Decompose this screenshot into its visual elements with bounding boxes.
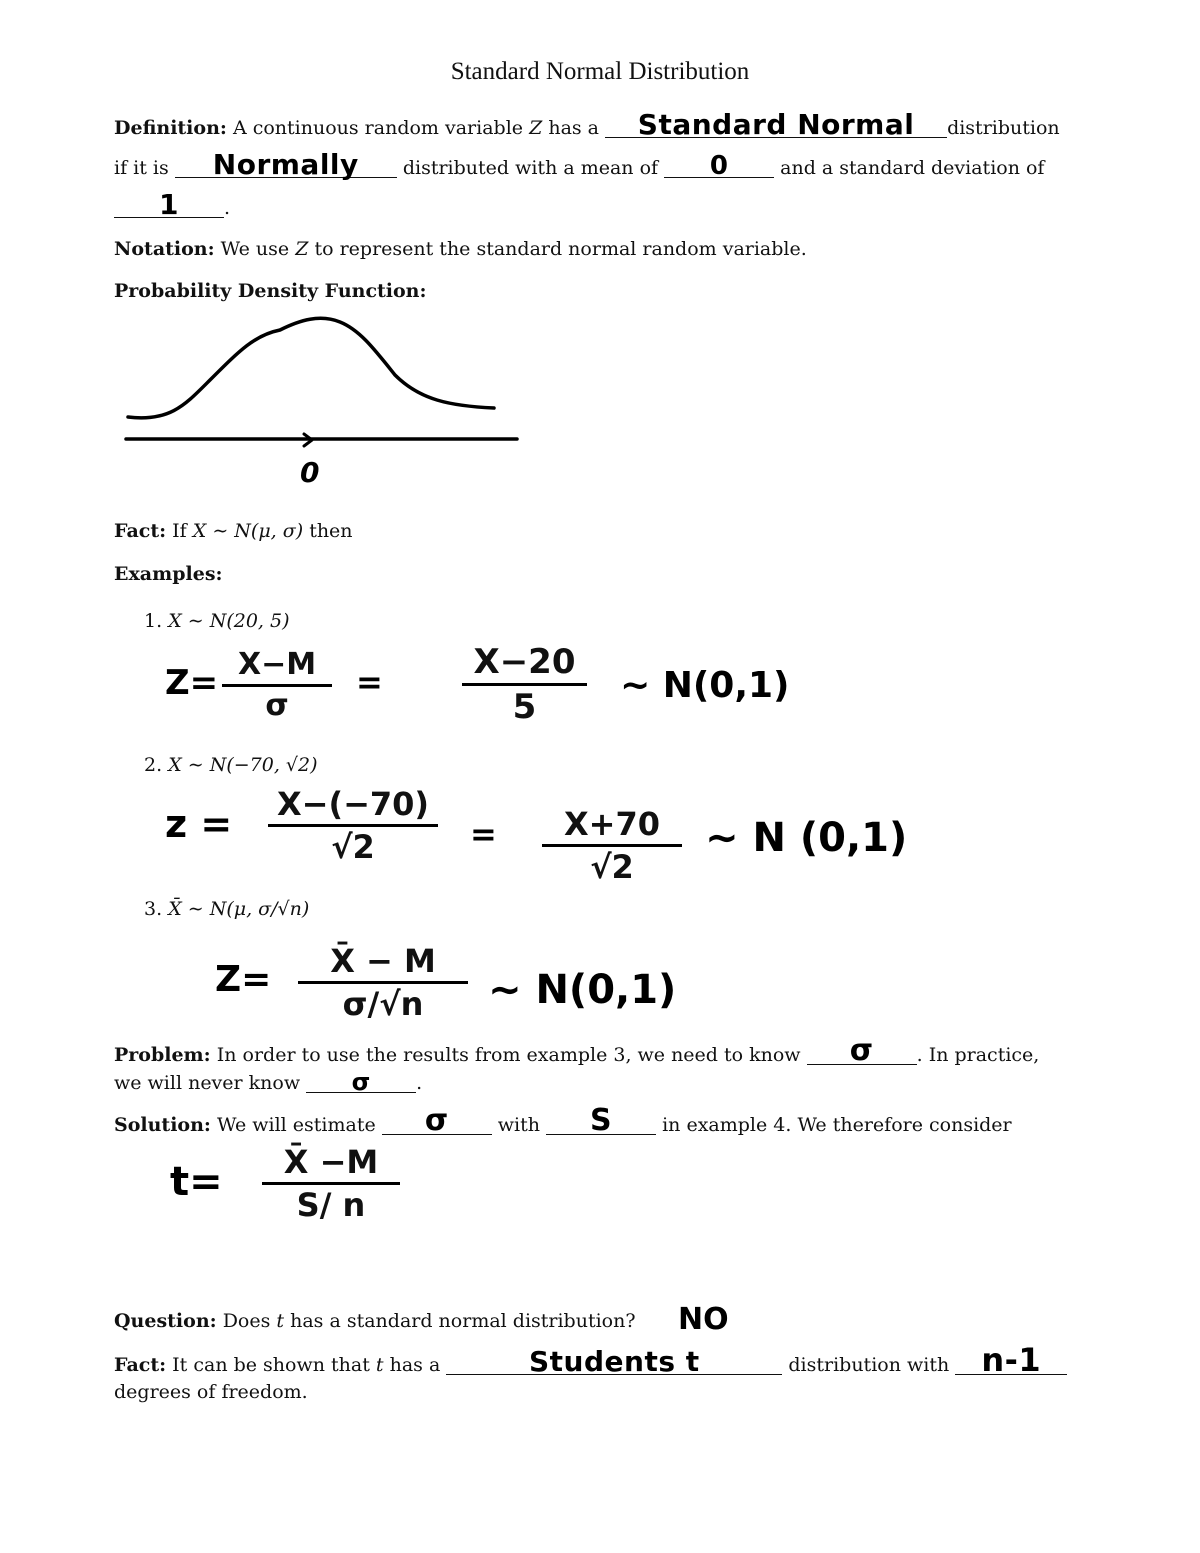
question-line [114,1312,636,1331]
fact-text-1: If [172,520,187,542]
fraction-bar [268,824,438,827]
example-1-fraction-2 [462,642,587,727]
problem-label: Problem: [114,1044,211,1066]
problem-text-2: . In practice, [916,1044,1040,1066]
example-3-numerator: X̄ − M [330,942,436,980]
example-3-expression: X̄ ∼ N(μ, σ/√n) [168,898,310,920]
solution-work-lhs: t= [170,1159,223,1205]
axis-zero-label: 0 [300,456,320,489]
handwritten-answer-sigma-2: σ [351,1068,371,1096]
definition-text-2: has a [548,117,600,139]
example-3-line [144,900,309,919]
example-1-fraction-1 [222,647,332,723]
handwritten-answer-normally: Normally [212,148,359,181]
fact-2-text-1: It can be shown that [172,1354,370,1376]
notation-variable: Z [295,238,309,260]
example-1-denominator-2: 5 [512,687,537,727]
solution-label: Solution: [114,1114,211,1136]
example-3-denominator: σ/√n [342,985,424,1023]
fraction-bar [462,683,587,686]
example-2-denominator-1: √2 [331,828,375,866]
definition-text-6: and a standard deviation of [780,157,1045,179]
fact-2-text-4: degrees of freedom. [114,1381,308,1403]
example-3-work-lhs: Z= [215,959,272,1000]
example-2-fraction-2 [542,805,682,886]
solution-text-1: We will estimate [216,1114,376,1136]
notation-label: Notation: [114,238,215,260]
solution-line [114,1103,1012,1138]
problem-line-2 [114,1068,423,1096]
question-variable: t [276,1310,285,1332]
fact-label: Fact: [114,520,167,542]
problem-line-1 [114,1033,1040,1068]
fraction-bar [298,981,468,984]
handwritten-answer-no: NO [678,1302,729,1337]
problem-text-4: . [416,1072,423,1094]
blank-estimate-sigma [382,1103,492,1138]
definition-label: Definition: [114,117,227,139]
example-2-number: 2. [144,754,163,776]
page-title: Standard Normal Distribution [450,58,750,85]
pdf-label: Probability Density Function: [114,280,427,302]
question-text-2: has a standard normal distribution? [290,1310,636,1332]
fact-expression: X ∼ N(μ, σ) [192,520,304,542]
examples-label: Examples: [114,563,223,585]
example-1-denominator-1: σ [265,688,289,723]
problem-text-1: In order to use the results from example 3, we need to know [216,1044,801,1066]
example-1-numerator-2: X−20 [473,642,576,682]
question-text-1: Does [222,1310,271,1332]
definition-text-3: distribution [947,117,1060,139]
example-3-fraction [298,942,468,1023]
example-1-number: 1. [144,610,163,632]
fraction-bar [222,684,332,687]
solution-fraction [262,1143,400,1224]
fact-2-text-3: distribution with [788,1354,950,1376]
handwritten-answer-students-t: Students t [529,1345,700,1378]
solution-numerator: X̄ −M [283,1143,379,1181]
solution-denominator: S/ n [296,1186,366,1224]
handwritten-answer-standard-normal: Standard Normal [637,108,915,141]
notation-text-2: to represent the standard normal random variable. [314,238,807,260]
example-1-numerator-1: X−M [237,647,317,682]
fact-2-label: Fact: [114,1354,167,1376]
fraction-bar [262,1182,400,1185]
notation-text-1: We use [220,238,290,260]
fact-line-2 [114,1341,1067,1379]
example-3-number: 3. [144,898,163,920]
example-2-line [144,756,318,775]
solution-text-3: in example 4. We therefore consider [662,1114,1012,1136]
example-1-line [144,612,290,631]
definition-text-5: distributed with a mean of [402,157,659,179]
blank-sigma-1 [807,1033,917,1068]
definition-text-1: A continuous random variable [232,117,524,139]
example-2-numerator-2: X+70 [563,805,660,843]
fact-2-variable: t [375,1354,384,1376]
example-2-equals: = [470,815,497,853]
example-2-fraction-1 [268,785,438,866]
example-1-result: ∼ N(0,1) [620,665,790,706]
example-2-result: ∼ N (0,1) [705,815,908,861]
definition-text-7: . [224,197,231,219]
problem-text-3: we will never know [114,1072,301,1094]
handwritten-answer-sd: 1 [159,188,179,221]
fact-line-3 [114,1383,308,1402]
blank-estimate-s [546,1103,656,1138]
handwritten-answer-n-minus-1: n-1 [981,1341,1042,1379]
question-label: Question: [114,1310,217,1332]
examples-line [114,565,223,584]
fact-2-text-2: has a [389,1354,441,1376]
solution-text-2: with [497,1114,541,1136]
blank-degrees-of-freedom [955,1341,1067,1379]
example-3-result: ∼ N(0,1) [488,967,677,1013]
example-1-expression: X ∼ N(20, 5) [168,610,290,632]
handwritten-answer-sigma-3: σ [424,1103,449,1138]
blank-sigma-2 [306,1068,416,1096]
example-1-work-lhs: Z= [165,663,219,703]
handwritten-answer-mean: 0 [709,151,729,181]
fact-line-1 [114,522,353,541]
example-1-equals: = [356,663,383,701]
bell-curve [128,318,494,418]
blank-t-distribution [446,1345,782,1378]
example-2-expression: X ∼ N(−70, √2) [168,754,318,776]
handwritten-answer-s: S [590,1103,613,1138]
fraction-bar [542,844,682,847]
example-2-numerator-1: X−(−70) [276,785,430,823]
handwritten-answer-sigma-1: σ [849,1033,874,1068]
definition-variable: Z [529,117,543,139]
fact-text-2: then [309,520,353,542]
example-2-work-lhs: z = [165,802,233,846]
definition-text-4: if it is [114,157,169,179]
example-2-denominator-2: √2 [590,848,634,886]
